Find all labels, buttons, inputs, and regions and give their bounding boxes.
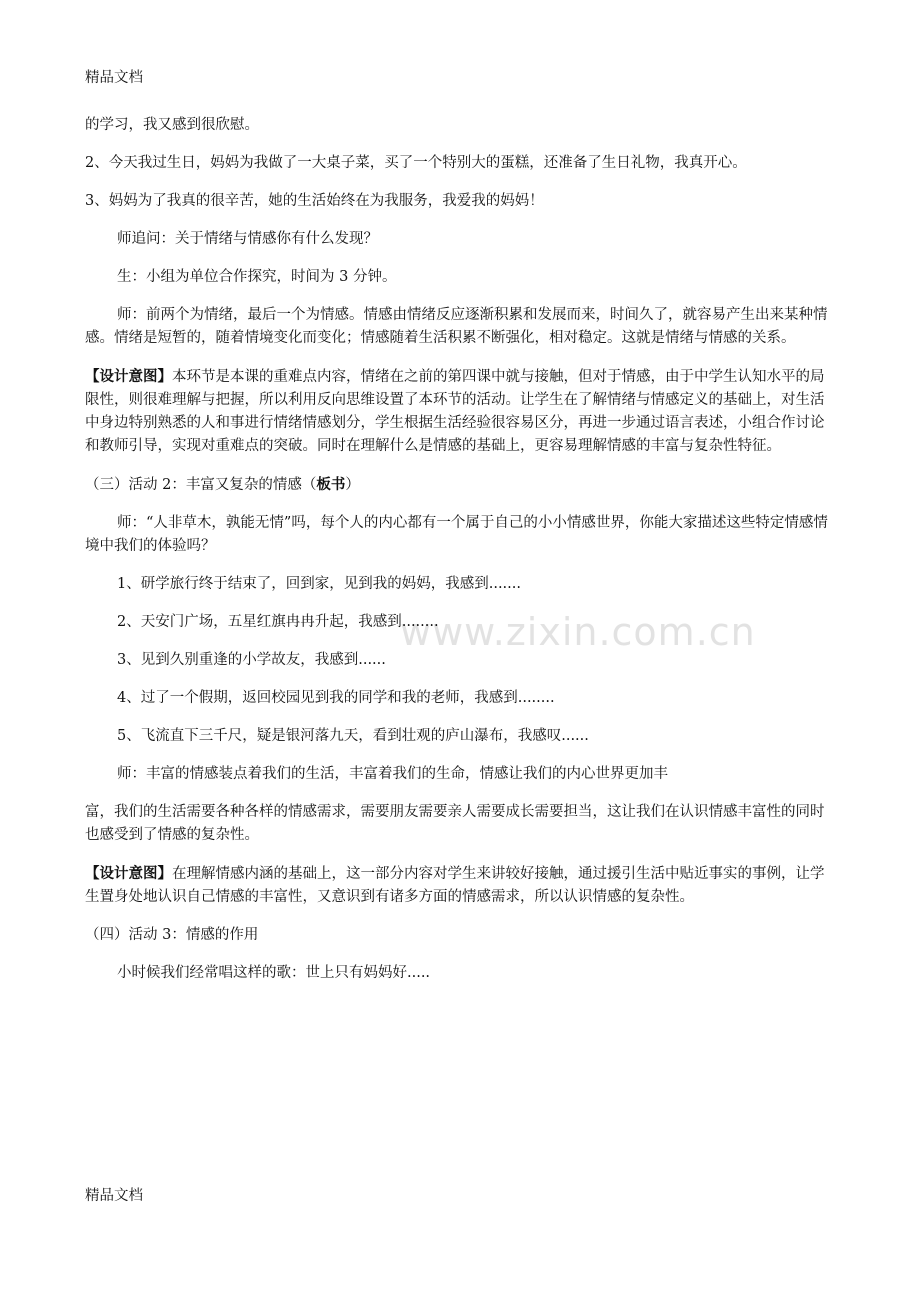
section-heading: （四）活动 3：情感的作用 [85, 927, 259, 943]
watermark: www.zixin.com.cn [400, 610, 756, 654]
design-intent-text: 本环节是本课的重难点内容，情绪在之前的第四课中就与接触，但对于情感，由于中学生认知水平的局限性，则很难理解与把握，所以利用反向思维设置了本环节的活动。让学生在了解情绪与情感定义的基础上，对生活中身边特别熟悉的人和事进行情绪情感划分，学生根据生活经验很容易区分，再进一步通过语言表述，小组合作讨论和教师引导，实现对重难点的突破。同时在理解什么是情感的基础上，更容易理解情感的丰富与复杂性特征。 [85, 369, 825, 454]
paragraph: 师：丰富的情感装点着我们的生活，丰富着我们的生命，情感让我们的内心世界更加丰 [117, 766, 668, 782]
design-intent-text: 在理解情感内涵的基础上，这一部分内容对学生来讲较好接触，通过援引生活中贴近事实的事例，让学生置身处地认识自己情感的丰富性，又意识到有诸多方面的情感需求，所以认识情感的复杂性。 [85, 866, 825, 905]
list-item: 2、天安门广场，五星红旗冉冉升起，我感到........ [117, 614, 439, 630]
list-item: 5、飞流直下三千尺，疑是银河落九天，看到壮观的庐山瀑布，我感叹...... [117, 728, 589, 744]
paragraph: 师：前两个为情绪，最后一个为情感。情感由情绪反应逐渐积累和发展而来，时间久了，就容易产生出来某种情感。情绪是短暂的，随着情境变化而变化；情感随着生活积累不断强化，相对稳定。这就是情绪与情感的关系。 [85, 307, 828, 346]
page-header: 精品文档 [85, 70, 143, 86]
page-footer: 精品文档 [85, 1188, 143, 1204]
section-heading [85, 473, 837, 497]
paragraph: 生：小组为单位合作探究，时间为 3 分钟。 [117, 269, 397, 285]
paragraph: 2、今天我过生日，妈妈为我做了一大桌子菜，买了一个特别大的蛋糕，还准备了生日礼物，我真开心。 [85, 155, 747, 171]
list-item: 1、研学旅行终于结束了，回到家，见到我的妈妈，我感到....... [117, 576, 521, 592]
list-item: 3、见到久别重逢的小学故友，我感到...... [117, 652, 386, 668]
paragraph: 小时候我们经常唱这样的歌：世上只有妈妈好..... [117, 965, 431, 981]
paragraph: 3、妈妈为了我真的很辛苦，她的生活始终在为我服务，我爱我的妈妈！ [85, 193, 544, 209]
design-intent-label: 【设计意图】 [85, 368, 172, 385]
list-item: 4、过了一个假期，返回校园见到我的同学和我的老师，我感到........ [117, 690, 555, 706]
paragraph: 师追问：关于情绪与情感你有什么发现？ [117, 231, 378, 247]
design-intent-paragraph [85, 365, 837, 458]
section-heading-text: （三）活动 2：丰富又复杂的情感（ [85, 477, 317, 493]
paragraph: 师：“人非草木，孰能无情”吗，每个人的内心都有一个属于自己的小小情感世界，你能大家描述这些特定情感情境中我们的体验吗？ [85, 515, 828, 554]
section-heading-end: ） [345, 477, 360, 493]
document-body [85, 114, 837, 985]
design-intent-label: 【设计意图】 [85, 865, 172, 882]
board-note: 板书 [316, 476, 346, 493]
design-intent-paragraph [85, 862, 837, 909]
paragraph: 富，我们的生活需要各种各样的情感需求，需要朋友需要亲人需要成长需要担当，这让我们在认识情感丰富性的同时也感受到了情感的复杂性。 [85, 804, 825, 843]
paragraph: 的学习，我又感到很欣慰。 [85, 117, 259, 133]
